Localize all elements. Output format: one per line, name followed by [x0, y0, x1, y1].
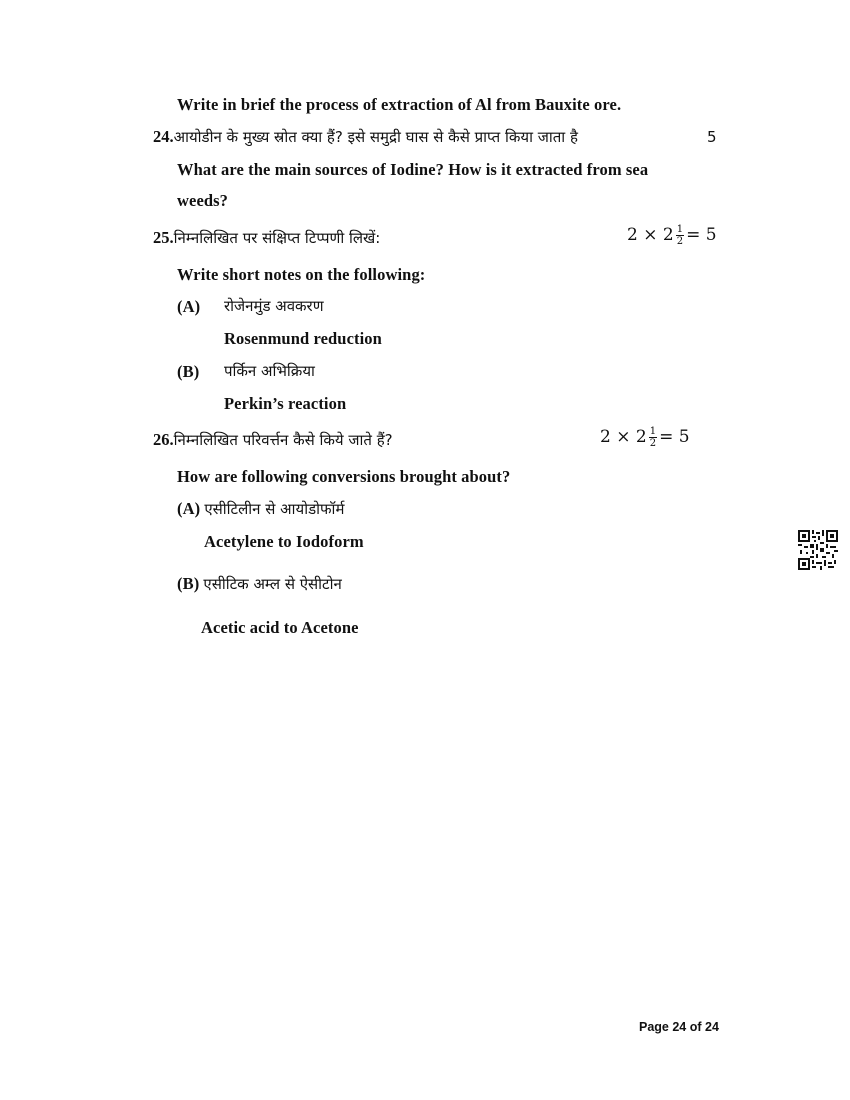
- q25-part-a-hindi: रोजेनमुंड अवकरण: [224, 297, 324, 315]
- q24-number: 24.: [153, 127, 174, 146]
- page-number-footer: [639, 1020, 719, 1034]
- q26-part-b-hindi-line: [177, 574, 342, 594]
- q26-marks-denominator: 2: [649, 438, 657, 449]
- q23-english-line: Write in brief the process of extraction of Al from Bauxite ore.: [177, 95, 622, 114]
- footer-current-page: 24: [672, 1020, 687, 1034]
- q26-part-a-hindi-line: [177, 499, 344, 519]
- q26-marks-lhs: 2 × 2: [600, 427, 647, 447]
- q25-part-b-label: (B): [177, 362, 200, 381]
- q26-part-b-english: Acetic acid to Acetone: [201, 618, 359, 637]
- footer-of: of: [686, 1020, 706, 1034]
- q25-marks-denominator: 2: [676, 236, 684, 247]
- q26-part-b-label: (B): [177, 574, 200, 593]
- q24-hindi-text: आयोडीन के मुख्य स्रोत क्या हैं? इसे समुद्री घास से कैसे प्राप्त किया जाता है: [173, 128, 578, 146]
- q26-marks-fraction: [649, 426, 657, 449]
- q26-hindi-line: [153, 430, 393, 450]
- q25-part-b-english: Perkin’s reaction: [224, 394, 347, 413]
- q25-part-a-english: Rosenmund reduction: [224, 329, 382, 348]
- q26-marks-rhs: = 5: [659, 427, 690, 447]
- q25-marks-fraction: [676, 224, 684, 247]
- q26-part-a-hindi: एसीटिलीन से आयोडोफॉर्म: [204, 500, 345, 518]
- q25-marks-rhs: = 5: [686, 225, 717, 245]
- q25-marks-numerator: 1: [676, 224, 684, 235]
- qr-code-icon: [798, 530, 838, 570]
- q25-hindi-line: [153, 228, 380, 248]
- footer-total-pages: 24: [705, 1020, 719, 1034]
- q25-number: 25.: [153, 228, 174, 247]
- q25-part-b-hindi: पर्किन अभिक्रिया: [224, 362, 315, 380]
- q26-part-a-label: (A): [177, 499, 201, 518]
- q26-marks-numerator: 1: [649, 426, 657, 437]
- q26-hindi-text: निम्नलिखित परिवर्त्तन कैसे किये जाते हैं?: [173, 431, 393, 449]
- q25-english-line: Write short notes on the following:: [177, 265, 426, 284]
- q26-english-line: How are following conversions brought about?: [177, 467, 511, 486]
- q26-marks: [600, 426, 690, 449]
- q26-number: 26.: [153, 430, 174, 449]
- q24-english-line-1: What are the main sources of Iodine? How is it extracted from sea: [177, 160, 649, 179]
- q25-marks: [627, 224, 717, 247]
- q26-part-b-hindi: एसीटिक अम्ल से ऐसीटोन: [203, 575, 342, 593]
- footer-prefix: Page: [639, 1020, 673, 1034]
- q25-part-a-label: (A): [177, 297, 201, 316]
- q24-hindi-line: [153, 127, 578, 147]
- q25-marks-lhs: 2 × 2: [627, 225, 674, 245]
- q24-marks: 5: [707, 128, 717, 146]
- q26-part-a-english: Acetylene to Iodoform: [204, 532, 364, 551]
- q24-english-line-2: weeds?: [177, 191, 229, 210]
- q25-hindi-text: निम्नलिखित पर संक्षिप्त टिप्पणी लिखें:: [173, 229, 381, 247]
